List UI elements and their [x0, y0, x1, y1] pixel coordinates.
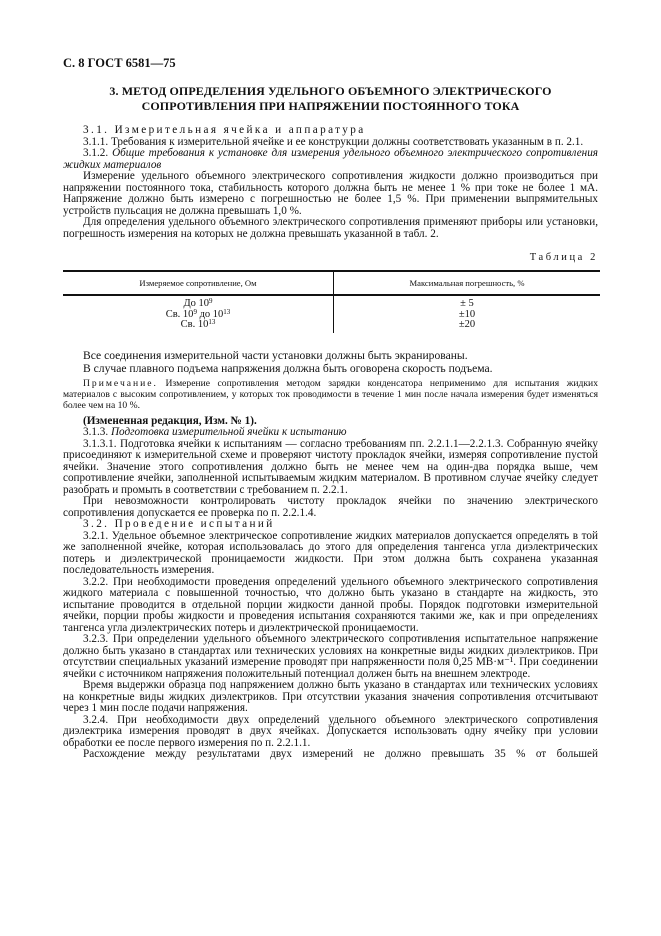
- note-label: Примечание.: [83, 377, 158, 389]
- paragraph-voltage-rise: В случае плавного подъема напряжения должна быть оговорена скорость подъема.: [83, 361, 493, 375]
- clause-number: 3.1.3.: [83, 426, 111, 438]
- paragraph-devices: Для определения удельного объемного электрического сопротивления применяют приборы или установки, погрешность измерения на которых не должна превышать указанной в табл. 2.: [63, 216, 598, 240]
- error-value: ± 5: [460, 298, 474, 309]
- clause-number: 3.1.2.: [83, 147, 113, 159]
- document-page: [63, 56, 598, 761]
- cell-error: [334, 295, 601, 333]
- note: [63, 378, 598, 411]
- amendment-notice: (Измененная редакция, Изм. № 1).: [83, 414, 257, 427]
- column-header-resistance: Измеряемое сопротивление, Ом: [63, 271, 334, 295]
- error-value: ±20: [458, 319, 476, 330]
- table-header-row: [63, 271, 600, 295]
- subsection-heading-3-2: 3.2. Проведение испытаний: [83, 518, 275, 530]
- section-title-line-2: СОПРОТИВЛЕНИЯ ПРИ НАПРЯЖЕНИИ ПОСТОЯННОГО ТОКА: [141, 99, 520, 113]
- resistance-value: Св. $10^{13}$: [180, 318, 216, 330]
- subsection-heading-3-1: 3.1. Измерительная ячейка и аппаратура: [83, 124, 366, 136]
- table-row: [63, 295, 600, 333]
- paragraph-discrepancy: Расхождение между результатами двух измерений не должно превышать 35 % от большей: [83, 748, 598, 760]
- paragraph-cleanliness-control: При невозможности контролировать чистоту прокладок ячейки по значению электрического сопротивления допускается ее проверка по п. 2.2.1.4.: [63, 495, 598, 519]
- paragraph-measurement-requirements: Измерение удельного объемного электрического сопротивления жидкости должно производиться при напряжении постоянного тока, стабильность которого должна быть не менее 1 % при токе не более 1 мА. Напряжение должно быть измерено с погрешностью не более 1,5 %. При применении выпрямительных устройств пульсация не должна превышать 1,0 %.: [63, 170, 598, 217]
- error-value: ±10: [458, 308, 476, 320]
- note-text: Измерение сопротивления методом зарядки конденсатора неприменимо для испытания жидких материалов с высоким сопротивлением, у которых ток проводимости в течение 1 мин после начала измерения будет изменяться более чем на 10 %.: [63, 377, 598, 411]
- section-title: [63, 84, 598, 114]
- paragraph-shielding: Все соединения измерительной части установки должны быть экранированы.: [83, 348, 468, 362]
- paragraph-3-1-1: 3.1.1. Требования к измерительной ячейке и ее конструкции должны соответствовать указанным в п. 2.1.: [83, 135, 584, 148]
- resistance-value: До $10^9$: [183, 297, 213, 309]
- cell-resistance: [63, 295, 334, 333]
- paragraph-3-2-1: 3.2.1. Удельное объемное электрическое сопротивление жидких материалов допускается определять в той же заполненной ячейке, которая использовалась до этого для определения тангенса угла диэлектрических потерь и диэлектрической проницаемости жидкости. При этом должна быть сохранена указанная последовательность измерения.: [63, 529, 598, 576]
- column-header-error: Максимальная погрешность, %: [334, 271, 601, 295]
- paragraph-3-1-3: [63, 427, 598, 439]
- clause-title: Подготовка измерительной ячейки к испытанию: [110, 426, 347, 438]
- paragraph-3-2-3: 3.2.3. При определении удельного объемного электрического сопротивления испытательное напряжение должно быть указано в стандартах или технических условиях на конкретные виды жидких диэлектриков. При отсутствии специальных указаний измерение проводят при напряженности поля 0,25 МВ·м⁻¹. При соединении ячейки с источником напряжения положительный потенциал должен быть на внешнем электроде.: [63, 633, 598, 680]
- paragraph-3-2-4: 3.2.4. При необходимости двух определений удельного объемного электрического сопротивления диэлектрика измерения проводят в двух ячейках. Допускается использовать одну ячейку при условии обработки ее после первого измерения по п. 2.2.1.1.: [63, 713, 598, 749]
- paragraph-hold-time: Время выдержки образца под напряжением должно быть указано в стандартах или технических условиях на конкретные виды жидких диэлектриков. При отсутствии указания значения сопротивления отсчитывают через 1 мин после подачи напряжения.: [63, 679, 598, 714]
- table-caption: Таблица 2: [529, 252, 598, 263]
- paragraph-3-2-2: 3.2.2. При необходимости проведения определений удельного объемного электрического сопротивления жидкого материала с повышенной точностью, что должно быть указано в стандарте на жидкость, это испытание проводится в отдельной порции жидкости данной пробы. Порядок подготовки измерительной ячейки, порции пробы жидкости и проведения испытания сохраняются такими же, как и при определениях тангенса угла диэлектрических потерь и диэлектрической проницаемости.: [63, 575, 598, 634]
- paragraph-3-1-2: [63, 148, 598, 171]
- paragraph-3-1-3-1: 3.1.3.1. Подготовка ячейки к испытаниям — согласно требованиям пп. 2.2.1.1—2.2.1.3. Собранную ячейку присоединяют к измерительной схеме и проверяют чистоту прокладок ячейки, измеряя сопротивление пустой ячейки. Значение этого сопротивления должно быть не менее чем на один-два порядка выше, чем сопротивление ячейки, заполненной испытываемым жидким материалом. В противном случае ячейку следует разобрать и промыть в соответствии с требованием п. 2.2.1.: [63, 437, 598, 496]
- resistance-value: Св. $10^9$ до $10^{13}$: [165, 307, 231, 320]
- accuracy-table: [63, 270, 600, 333]
- clause-title: Общие требования к установке для измерения удельного объемного электрического сопротивления жидких материалов: [63, 147, 599, 171]
- section-title-line-1: 3. МЕТОД ОПРЕДЕЛЕНИЯ УДЕЛЬНОГО ОБЪЕМНОГО ЭЛЕКТРИЧЕСКОГО: [109, 84, 552, 98]
- running-head: С. 8 ГОСТ 6581—75: [63, 56, 176, 70]
